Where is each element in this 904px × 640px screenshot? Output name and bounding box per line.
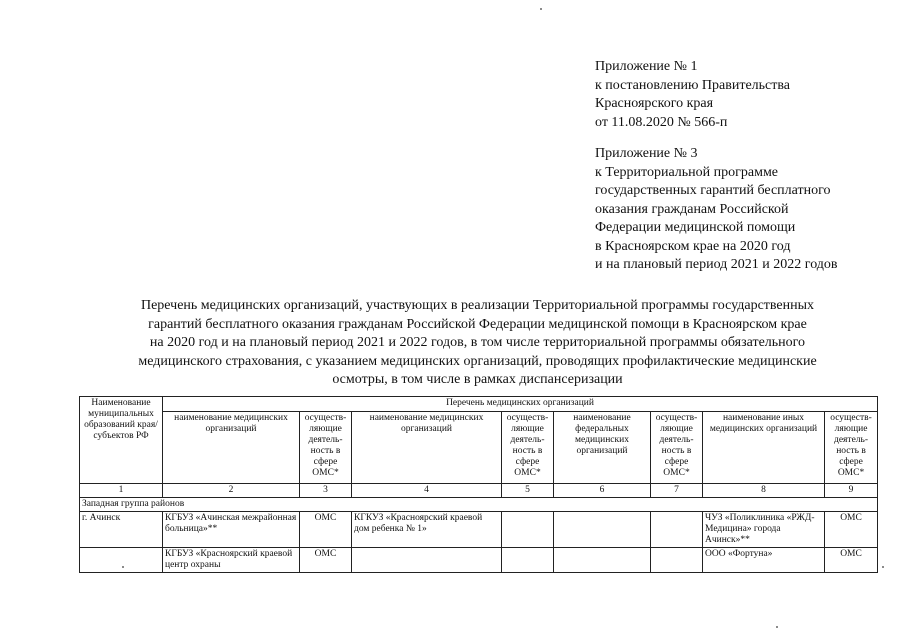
header-organizations-group: Перечень медицинских организаций xyxy=(163,397,878,412)
section-label: Западная группа районов xyxy=(80,498,878,512)
table-cell: ЧУЗ «Поликлиника «РЖД-Медицина» города Ачинск»** xyxy=(703,512,825,548)
table-row xyxy=(80,548,878,573)
scan-speck xyxy=(882,566,884,568)
header-col-9: осуществ-ляющие деятель-ность в сфере ОМС* xyxy=(825,411,878,483)
header-col-2: наименование медицинских организаций xyxy=(163,411,300,483)
scan-speck xyxy=(776,626,778,628)
table-cell: ОМС xyxy=(825,548,878,573)
medical-organizations-table xyxy=(79,396,878,573)
column-number-row xyxy=(80,484,878,498)
table-cell xyxy=(554,512,651,548)
table-cell: КГКУЗ «Красноярский краевой дом ребенка № 1» xyxy=(352,512,502,548)
table-cell: ООО «Фортуна» xyxy=(703,548,825,573)
title-line: осмотры, в том числе в рамках диспансеризации xyxy=(332,372,623,387)
table-cell xyxy=(651,548,703,573)
header-col-7: осуществ-ляющие деятель-ность в сфере ОМС* xyxy=(651,411,703,483)
appendix-3-line: в Красноярском крае на 2020 год xyxy=(595,238,791,254)
table-cell: ОМС xyxy=(300,512,352,548)
header-col-3: осуществ-ляющие деятель-ность в сфере ОМС* xyxy=(300,411,352,483)
appendix-3-line: Федерации медицинской помощи xyxy=(595,220,796,235)
header-col-5: осуществ-ляющие деятель-ность в сфере ОМС* xyxy=(502,411,554,483)
column-number: 6 xyxy=(554,484,651,498)
header-col-4: наименование медицинских организаций xyxy=(352,411,502,483)
title-line: гарантий бесплатного оказания гражданам Российской Федерации медицинской помощи в Красноярском крае xyxy=(148,316,807,332)
column-number: 8 xyxy=(703,484,825,498)
column-number: 9 xyxy=(825,484,878,498)
appendix-1-line: от 11.08.2020 № 566-п xyxy=(595,114,728,130)
column-number: 5 xyxy=(502,484,554,498)
table-cell: ОМС xyxy=(300,548,352,573)
table-cell xyxy=(502,548,554,573)
appendix-3-line: к Территориальной программе xyxy=(595,164,779,180)
appendix-3-line: государственных гарантий бесплатного xyxy=(595,183,831,198)
table-header-row xyxy=(80,411,878,483)
title-line: медицинского страхования, с указанием медицинских организаций, проводящих профилактические медицинские xyxy=(138,353,817,369)
table-cell xyxy=(502,512,554,548)
table-cell: КГБУЗ «Красноярский краевой центр охраны xyxy=(163,548,300,573)
appendix-1-line: Красноярского края xyxy=(595,96,714,111)
column-number: 2 xyxy=(163,484,300,498)
table-cell xyxy=(352,548,502,573)
table-cell: г. Ачинск xyxy=(80,512,163,548)
appendix-3-line: оказания гражданам Российской xyxy=(595,201,789,217)
section-row xyxy=(80,498,878,512)
appendix-3-header xyxy=(595,145,838,275)
appendix-3-line: Приложение № 3 xyxy=(595,146,698,161)
table-row xyxy=(80,512,878,548)
column-number: 1 xyxy=(80,484,163,498)
document-title xyxy=(80,297,875,390)
title-line: Перечень медицинских организаций, участвующих в реализации Территориальной программы государственных xyxy=(140,298,815,313)
table-cell: ОМС xyxy=(825,512,878,548)
table-cell xyxy=(80,548,163,573)
scan-speck xyxy=(540,8,542,10)
table-cell xyxy=(554,548,651,573)
title-line: на 2020 год и на плановый период 2021 и 2022 годов, в том числе территориальной программы обязательного xyxy=(149,335,806,350)
table-cell xyxy=(651,512,703,548)
appendix-3-line: и на плановый период 2021 и 2022 годов xyxy=(595,257,838,272)
scan-speck xyxy=(122,566,124,568)
table-cell: КГБУЗ «Ачинская межрайонная больница»** xyxy=(163,512,300,548)
appendix-1-header xyxy=(595,58,790,132)
column-number: 7 xyxy=(651,484,703,498)
table-header-group-row xyxy=(80,397,878,412)
appendix-1-line: к постановлению Правительства xyxy=(595,77,791,93)
header-col-8: наименование иных медицинских организаций xyxy=(703,411,825,483)
column-number: 4 xyxy=(352,484,502,498)
header-col-6: наименование федеральных медицинских организаций xyxy=(554,411,651,483)
column-number: 3 xyxy=(300,484,352,498)
appendix-1-line: Приложение № 1 xyxy=(595,59,698,74)
header-municipality: Наименование муниципальных образований края/субъектов РФ xyxy=(80,397,163,484)
